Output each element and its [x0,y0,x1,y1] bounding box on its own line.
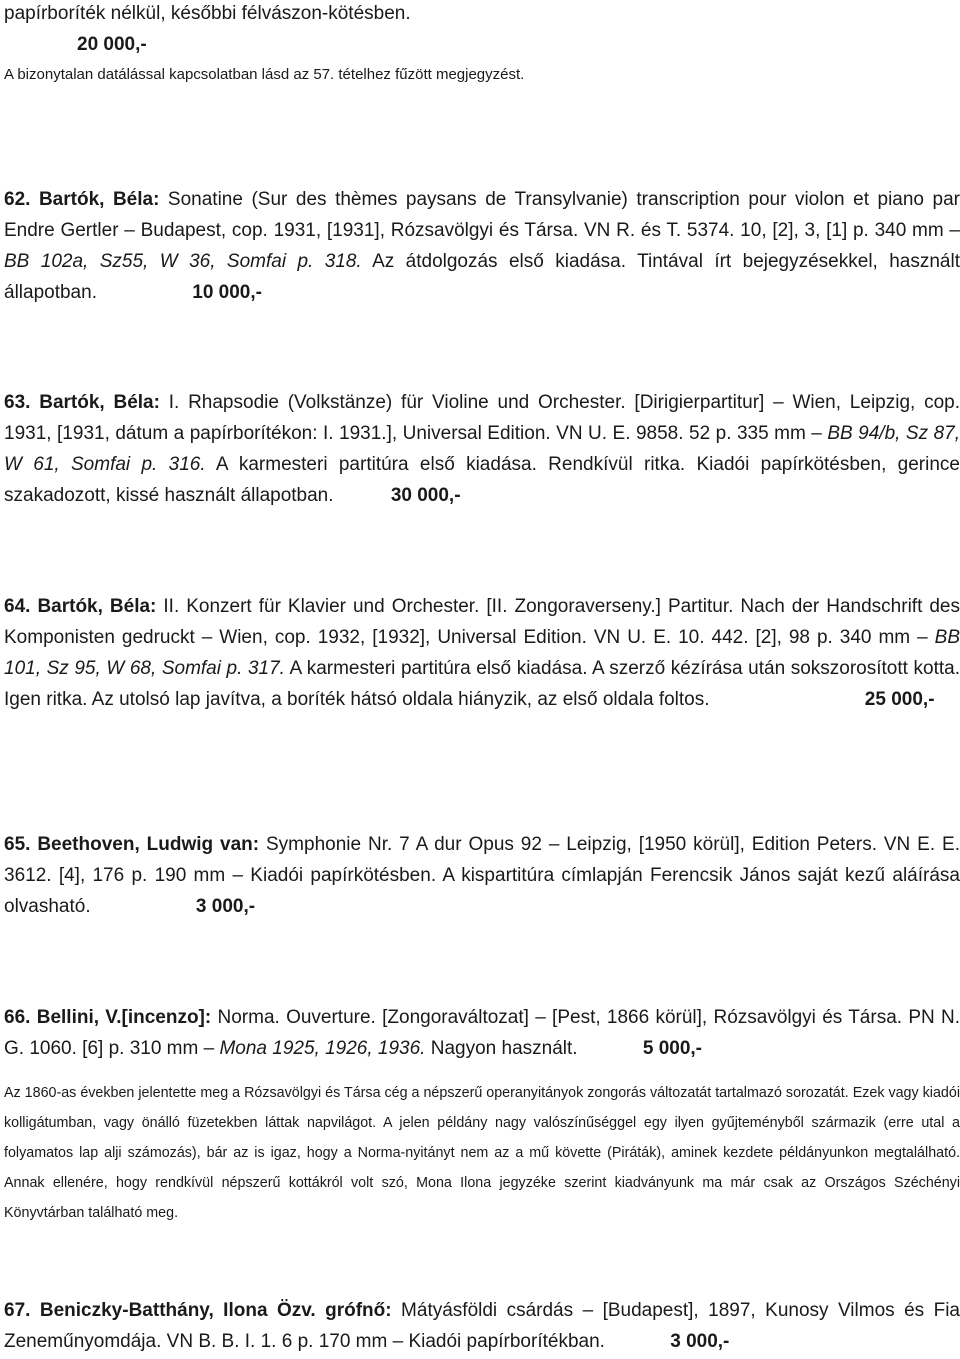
entry-text [4,1295,960,1357]
entry-price: 10 000,- [192,282,262,303]
entry-condition: Az átdolgozás első kiadása. Tintával írt bejegyzésekkel, használt állapotban. [4,251,960,303]
entry-64 [4,591,960,715]
entry-author: Bartók, Béla: [37,596,157,617]
entry-number: 65. [4,834,31,855]
entry-67 [4,1295,960,1357]
entry-author: Bellini, V.[incenzo]: [36,1007,212,1028]
entry-description: Mátyásföldi csárdás – [Budapest], 1897, Kunosy Vilmos és Fia Zeneműnyomdája. VN B. B. I. 1. 6 p. 170 mm – Kiadói papírborítékban. [4,1300,960,1352]
intro-price: 20 000,- [77,34,147,55]
entry-description: Sonatine (Sur des thèmes paysans de Transylvanie) transcription pour violon et piano par Endre Gertler – Budapest, cop. 1931, [1931], Rózsavölgyi és Társa. VN R. és T. 5374. 10, [2], 3, [1] p. 340 mm – [4,189,960,241]
entry-description: Symphonie Nr. 7 A dur Opus 92 – Leipzig, [1950 körül], Edition Peters. VN E. E. 3612. [4], 176 p. 190 mm – Kiadói papírkötésben. A kispartitúra címlapján Ferencsik János saját kezű aláírása olvasható. [4,834,960,917]
entry-reference: BB 102a, Sz55, W 36, Somfai p. 318. [4,251,362,272]
entry-author: Bartók, Béla: [39,392,160,413]
entry-author: Bartók, Béla: [38,189,160,210]
entry-reference: BB 94/b, Sz 87, W 61, Somfai p. 316. [4,423,960,475]
entry-number: 63. [4,392,31,413]
entry-65 [4,829,960,922]
intro-block [4,0,960,90]
entry-condition: A karmesteri partitúra első kiadása. Rendkívül ritka. Kiadói papírkötésben, gerince szakadozott, kissé használt állapotban. [4,454,960,506]
entry-reference: Mona 1925, 1926, 1936. [219,1038,426,1059]
entry-text [4,387,960,511]
entry-author: Beniczky-Batthány, Ilona Özv. grófnő: [39,1300,392,1321]
entry-price: 3 000,- [195,896,256,917]
entry-number: 64. [4,596,31,617]
entry-price: 5 000,- [642,1038,702,1059]
entry-text [4,829,960,922]
intro-text: papírboríték nélkül, későbbi félvászon-kötésben. [4,3,411,24]
entry-text [4,184,960,308]
entry-reference: BB 101, Sz 95, W 68, Somfai p. 317. [4,627,960,679]
entry-price: 25 000,- [864,689,935,710]
entry-price: 30 000,- [390,485,461,506]
entry-condition: Nagyon használt. [425,1038,578,1059]
entry-number: 62. [4,189,31,210]
entry-text [4,1002,960,1064]
intro-note: A bizonytalan datálással kapcsolatban lásd az 57. tételhez fűzött megjegyzést. [4,66,525,83]
entry-number: 67. [4,1300,31,1321]
entry-66 [4,1002,960,1228]
entry-text [4,591,960,715]
entry-note: Az 1860-as években jelentette meg a Rózsavölgyi és Társa cég a népszerű operanyitányok zongorás változatát tartalmazó sorozatát. Ezek vagy kiadói kolligátumban, vagy önálló füzetekben láttak napvilágot. A jelen példány nagy valószínűséggel egy ilyen gyűjteményből származik (erre utal a folyamatos lap alji számozás), bár az is igaz, hogy a Norma-nyitányt nem az a mű követte (Piráták), aminek kezdete példányunkon megtalálható. Annak ellenére, hogy rendkívül népszerű kottákról volt szó, Mona Ilona jegyzéke szerint kiadványunk ma már csak az Országos Széchényi Könyvtárban található meg. [4,1085,960,1221]
entry-condition: A karmesteri partitúra első kiadása. A szerző kézírása után sokszorosított kotta. Igen ritka. Az utolsó lap javítva, a boríték hátsó oldala hiányzik, az első oldala foltos. [4,658,960,710]
entry-description: Norma. Ouverture. [Zongoraváltozat] – [Pest, 1866 körül], Rózsavölgyi és Társa. PN N. G. 1060. [6] p. 310 mm – [4,1007,960,1059]
entry-62 [4,184,960,308]
entry-price: 3 000,- [670,1331,730,1352]
entry-description: I. Rhapsodie (Volkstänze) für Violine und Orchester. [Dirigierpartitur] – Wien, Leipzig, cop. 1931, [1931, dátum a papírborítékon: I. 1931.], Universal Edition. VN U. E. 9858. 52 p. 335 mm – [4,392,960,444]
entry-number: 66. [4,1007,31,1028]
entry-author: Beethoven, Ludwig van: [37,834,260,855]
entry-description: II. Konzert für Klavier und Orchester. [II. Zongoraverseny.] Partitur. Nach der Handschrift des Komponisten gedruckt – Wien, cop. 1932, [1932], Universal Edition. VN U. E. 10. 442. [2], 98 p. 340 mm – [4,596,960,648]
entry-63 [4,387,960,511]
